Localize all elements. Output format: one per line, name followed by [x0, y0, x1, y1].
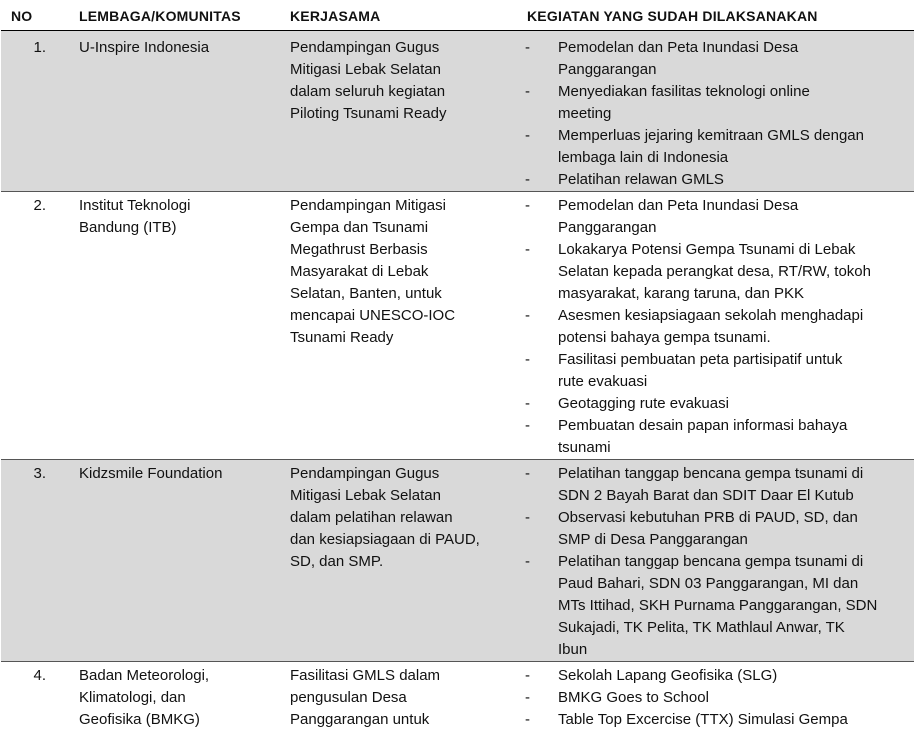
bullet-dash: -	[525, 687, 535, 709]
activity-item	[525, 393, 910, 415]
organization-name: Institut Teknologi	[79, 195, 278, 217]
bullet-dash: -	[525, 37, 535, 59]
activity-item	[525, 463, 910, 507]
cooperation-cell	[278, 31, 515, 192]
cooperation-cell	[278, 662, 515, 731]
cooperation-text: Piloting Tsunami Ready	[290, 103, 509, 125]
activity-text: potensi bahaya gempa tsunami.	[558, 327, 910, 349]
bullet-dash: -	[525, 195, 535, 217]
table-header-row	[1, 0, 914, 31]
activity-item	[525, 415, 910, 459]
cooperation-text: pengusulan Desa	[290, 687, 509, 709]
organization-name: Bandung (ITB)	[79, 217, 278, 239]
activity-item	[525, 195, 910, 239]
activities-cell	[515, 662, 914, 731]
partnership-table	[1, 0, 914, 731]
header-no: NO	[1, 0, 67, 31]
activities-cell	[515, 460, 914, 662]
activity-text: Observasi kebutuhan PRB di PAUD, SD, dan	[558, 507, 910, 529]
table-row	[1, 31, 914, 192]
table-row	[1, 662, 914, 731]
activity-item	[525, 349, 910, 393]
activity-item	[525, 37, 910, 81]
activity-item	[525, 551, 910, 661]
cooperation-text: Selatan, Banten, untuk	[290, 283, 509, 305]
activity-text: Memperluas jejaring kemitraan GMLS dengan	[558, 125, 910, 147]
activities-cell	[515, 31, 914, 192]
bullet-dash: -	[525, 665, 535, 687]
row-number: 2.	[1, 192, 67, 460]
activity-text: Pemodelan dan Peta Inundasi Desa	[558, 37, 910, 59]
cooperation-text: mencapai UNESCO-IOC	[290, 305, 509, 327]
activity-list	[525, 463, 910, 661]
cooperation-text: Pendampingan Gugus	[290, 463, 509, 485]
organization-name: Geofisika (BMKG)	[79, 709, 278, 731]
activity-text: SMP di Desa Panggarangan	[558, 529, 910, 551]
activity-text: MTs Ittihad, SKH Purnama Panggarangan, SDN	[558, 595, 910, 617]
activity-text: Ibun	[558, 639, 910, 661]
bullet-dash: -	[525, 463, 535, 485]
cooperation-text: Pendampingan Mitigasi	[290, 195, 509, 217]
activity-text: tsunami	[558, 437, 910, 459]
cooperation-cell	[278, 192, 515, 460]
activity-text: Panggarangan	[558, 59, 910, 81]
activity-item	[525, 665, 910, 687]
cooperation-text: dalam pelatihan relawan	[290, 507, 509, 529]
activity-text: Selatan kepada perangkat desa, RT/RW, tokoh	[558, 261, 910, 283]
activity-text: rute evakuasi	[558, 371, 910, 393]
activity-text: Asesmen kesiapsiagaan sekolah menghadapi	[558, 305, 910, 327]
cooperation-text: Masyarakat di Lebak	[290, 261, 509, 283]
cooperation-text: dalam seluruh kegiatan	[290, 81, 509, 103]
activity-text: Pelatihan relawan GMLS	[558, 169, 910, 191]
cooperation-text: Megathrust Berbasis	[290, 239, 509, 261]
activity-text: Pelatihan tanggap bencana gempa tsunami di	[558, 551, 910, 573]
bullet-dash: -	[525, 393, 535, 415]
activity-text: SDN 2 Bayah Barat dan SDIT Daar El Kutub	[558, 485, 910, 507]
cooperation-text: Fasilitasi GMLS dalam	[290, 665, 509, 687]
activity-text: masyarakat, karang taruna, dan PKK	[558, 283, 910, 305]
activity-item	[525, 709, 910, 731]
activity-text: Paud Bahari, SDN 03 Panggarangan, MI dan	[558, 573, 910, 595]
activity-text: Sukajadi, TK Pelita, TK Mathlaul Anwar, TK	[558, 617, 910, 639]
cooperation-text: Mitigasi Lebak Selatan	[290, 59, 509, 81]
cooperation-text: Panggarangan untuk	[290, 709, 509, 731]
row-number: 4.	[1, 662, 67, 731]
header-organization: LEMBAGA/KOMUNITAS	[67, 0, 278, 31]
cooperation-cell	[278, 460, 515, 662]
activity-text: Lokakarya Potensi Gempa Tsunami di Lebak	[558, 239, 910, 261]
activity-text: Pemodelan dan Peta Inundasi Desa	[558, 195, 910, 217]
activity-item	[525, 169, 910, 191]
header-cooperation: KERJASAMA	[278, 0, 515, 31]
organization-name: U-Inspire Indonesia	[79, 37, 278, 59]
activity-item	[525, 125, 910, 169]
activity-text: Pelatihan tanggap bencana gempa tsunami di	[558, 463, 910, 485]
activities-cell	[515, 192, 914, 460]
bullet-dash: -	[525, 305, 535, 327]
bullet-dash: -	[525, 415, 535, 437]
activity-item	[525, 687, 910, 709]
cooperation-text: Mitigasi Lebak Selatan	[290, 485, 509, 507]
cooperation-text: Tsunami Ready	[290, 327, 509, 349]
organization-cell	[67, 662, 278, 731]
activity-item	[525, 305, 910, 349]
organization-cell	[67, 460, 278, 662]
bullet-dash: -	[525, 709, 535, 731]
row-number: 1.	[1, 31, 67, 192]
activity-list	[525, 37, 910, 191]
activity-text: meeting	[558, 103, 910, 125]
bullet-dash: -	[525, 169, 535, 191]
organization-name: Klimatologi, dan	[79, 687, 278, 709]
row-number: 3.	[1, 460, 67, 662]
cooperation-text: Pendampingan Gugus	[290, 37, 509, 59]
bullet-dash: -	[525, 349, 535, 371]
activity-item	[525, 507, 910, 551]
activity-list	[525, 195, 910, 459]
bullet-dash: -	[525, 507, 535, 529]
header-activities: KEGIATAN YANG SUDAH DILAKSANAKAN	[515, 0, 914, 31]
activity-text: Fasilitasi pembuatan peta partisipatif untuk	[558, 349, 910, 371]
table-row	[1, 460, 914, 662]
activity-text: Sekolah Lapang Geofisika (SLG)	[558, 665, 910, 687]
bullet-dash: -	[525, 239, 535, 261]
organization-cell	[67, 31, 278, 192]
activity-text: BMKG Goes to School	[558, 687, 910, 709]
organization-name: Kidzsmile Foundation	[79, 463, 278, 485]
activity-text: Table Top Excercise (TTX) Simulasi Gempa	[558, 709, 910, 731]
activity-list	[525, 665, 910, 731]
cooperation-text: SD, dan SMP.	[290, 551, 509, 573]
activity-item	[525, 81, 910, 125]
activity-text: lembaga lain di Indonesia	[558, 147, 910, 169]
cooperation-text: dan kesiapsiagaan di PAUD,	[290, 529, 509, 551]
table-row	[1, 192, 914, 460]
activity-text: Pembuatan desain papan informasi bahaya	[558, 415, 910, 437]
bullet-dash: -	[525, 125, 535, 147]
activity-text: Menyediakan fasilitas teknologi online	[558, 81, 910, 103]
organization-cell	[67, 192, 278, 460]
activity-text: Geotagging rute evakuasi	[558, 393, 910, 415]
activity-item	[525, 239, 910, 305]
cooperation-text: Gempa dan Tsunami	[290, 217, 509, 239]
organization-name: Badan Meteorologi,	[79, 665, 278, 687]
bullet-dash: -	[525, 551, 535, 573]
activity-text: Panggarangan	[558, 217, 910, 239]
bullet-dash: -	[525, 81, 535, 103]
